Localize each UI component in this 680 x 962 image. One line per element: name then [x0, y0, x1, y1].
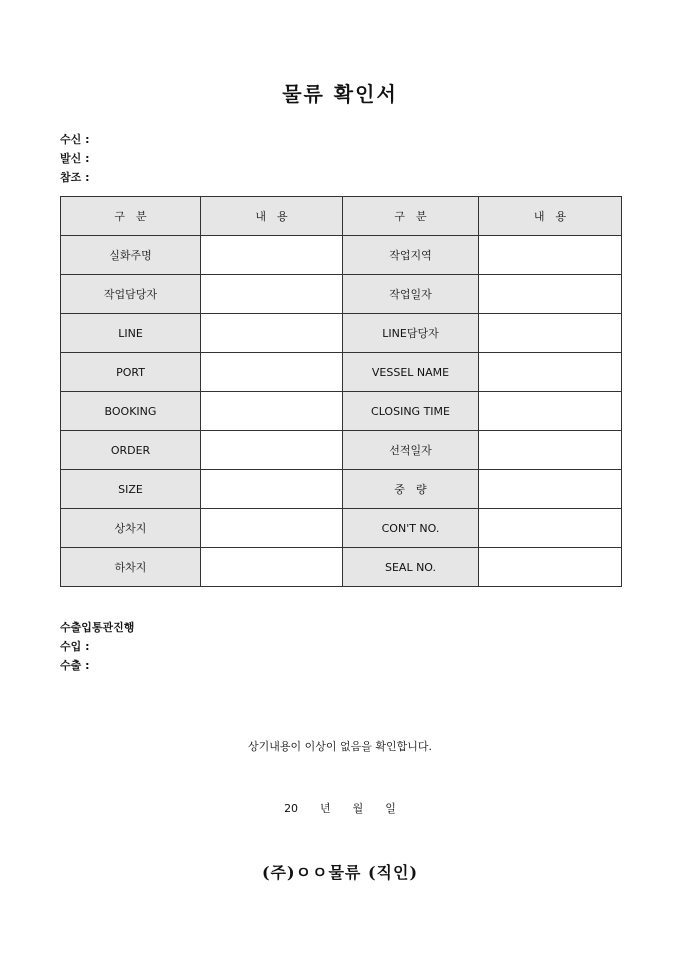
table-header-content: 내 용 [201, 197, 343, 236]
row-value-line [201, 314, 343, 353]
customs-heading: 수출입통관진행 [60, 621, 135, 634]
table-header-row [61, 197, 622, 236]
row-label-closing-time: CLOSING TIME [343, 392, 479, 431]
table-row [61, 509, 622, 548]
row-value-vessel-name [479, 353, 622, 392]
row-label-shipping-date: 선적일자 [343, 431, 479, 470]
row-value-line-manager [479, 314, 622, 353]
row-label-line: LINE [61, 314, 201, 353]
recipient-label: 수신 : [60, 133, 90, 146]
row-label-container-no: CON'T NO. [343, 509, 479, 548]
row-label-seal-no: SEAL NO. [343, 548, 479, 587]
row-value-closing-time [479, 392, 622, 431]
document-title: 물류 확인서 [282, 82, 398, 106]
table-row [61, 314, 622, 353]
table-header-category: 구 분 [61, 197, 201, 236]
table-row [61, 470, 622, 509]
row-label-booking: BOOKING [61, 392, 201, 431]
row-label-vessel-name: VESSEL NAME [343, 353, 479, 392]
company-signature: (주)ㅇㅇ물류 (직인) [261, 863, 419, 882]
row-value-port [201, 353, 343, 392]
row-label-work-date: 작업일자 [343, 275, 479, 314]
row-label-work-manager: 작업담당자 [61, 275, 201, 314]
table-header-category: 구 분 [343, 197, 479, 236]
confirmation-statement: 상기내용이 이상이 없음을 확인합니다. [247, 740, 432, 753]
row-label-weight: 중 량 [343, 470, 479, 509]
row-value-shipper [201, 236, 343, 275]
date-line: 20 년 월 일 [284, 802, 396, 815]
row-label-line-manager: LINE담당자 [343, 314, 479, 353]
import-label: 수입 : [60, 640, 90, 653]
row-label-loading-place: 상차지 [61, 509, 201, 548]
row-value-booking [201, 392, 343, 431]
row-value-work-date [479, 275, 622, 314]
row-value-seal-no [479, 548, 622, 587]
table-row [61, 236, 622, 275]
table-header-content: 내 용 [479, 197, 622, 236]
customs-section [60, 618, 134, 675]
row-value-order [201, 431, 343, 470]
row-label-work-area: 작업지역 [343, 236, 479, 275]
sender-label: 발신 : [60, 152, 90, 165]
table-row [61, 275, 622, 314]
row-value-work-area [479, 236, 622, 275]
row-value-work-manager [201, 275, 343, 314]
table-row [61, 431, 622, 470]
row-label-shipper: 실화주명 [61, 236, 201, 275]
row-value-size [201, 470, 343, 509]
row-value-container-no [479, 509, 622, 548]
header-fields [60, 130, 89, 187]
row-value-shipping-date [479, 431, 622, 470]
table-row [61, 392, 622, 431]
row-label-port: PORT [61, 353, 201, 392]
reference-label: 참조 : [60, 171, 90, 184]
row-label-order: ORDER [61, 431, 201, 470]
export-label: 수출 : [60, 659, 90, 672]
logistics-info-table [60, 196, 622, 587]
row-label-unloading-place: 하차지 [61, 548, 201, 587]
table-row [61, 353, 622, 392]
row-value-loading-place [201, 509, 343, 548]
row-value-weight [479, 470, 622, 509]
row-value-unloading-place [201, 548, 343, 587]
row-label-size: SIZE [61, 470, 201, 509]
table-row [61, 548, 622, 587]
